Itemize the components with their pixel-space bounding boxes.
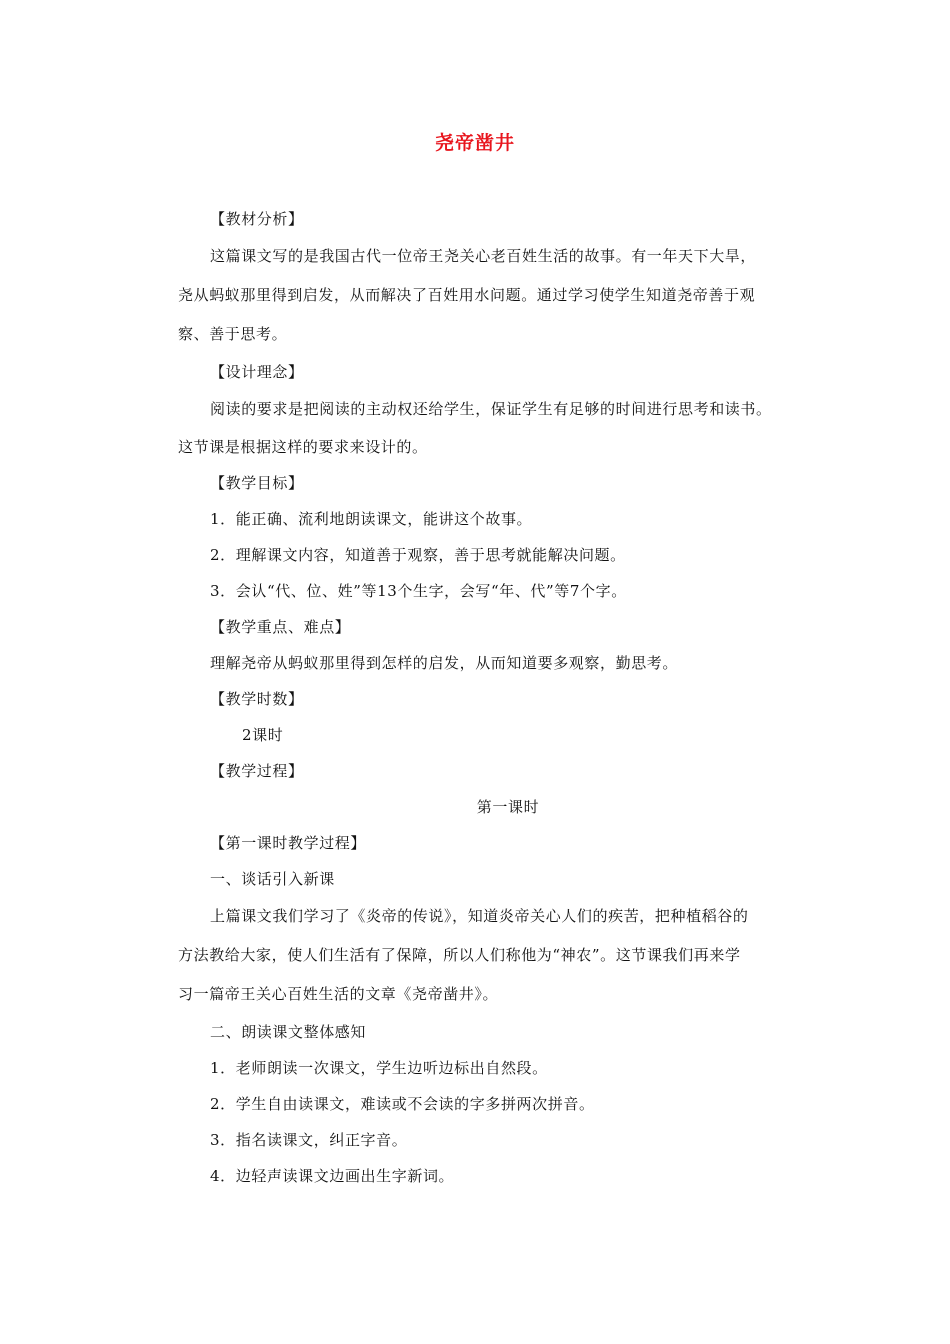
text-line: 察、善于思考。	[178, 325, 288, 343]
text-line: 【设计理念】	[210, 363, 304, 381]
text-line: 上篇课文我们学习了《炎帝的传说》，知道炎帝关心人们的疾苦，把种植稻谷的	[210, 907, 749, 925]
text-line: 理解尧帝从蚂蚁那里得到怎样的启发，从而知道要多观察，勤思考。	[210, 654, 679, 672]
text-line: 尧从蚂蚁那里得到启发，从而解决了百姓用水问题。通过学习使学生知道尧帝善于观	[178, 286, 756, 304]
text-line: 习一篇帝王关心百姓生活的文章《尧帝凿井》。	[178, 985, 499, 1003]
text-line: 【教学重点、难点】	[210, 618, 351, 636]
text-line: 阅读的要求是把阅读的主动权还给学生，保证学生有足够的时间进行思考和读书。	[210, 400, 772, 418]
text-line: 2．学生自由读课文，难读或不会读的字多拼两次拼音。	[210, 1095, 595, 1113]
text-line: 【教学目标】	[210, 474, 304, 492]
text-line: 一、谈话引入新课	[210, 870, 335, 888]
text-line: 方法教给大家，使人们生活有了保障，所以人们称他为“神农”。这节课我们再来学	[178, 946, 741, 964]
text-line: 【第一课时教学过程】	[210, 834, 367, 852]
text-line: 二、朗读课文整体感知	[210, 1023, 367, 1041]
text-line: 【教学时数】	[210, 690, 304, 708]
text-line: 3．会认“代、位、姓”等13个生字，会写“年、代”等7个字。	[210, 582, 627, 600]
text-line: 2课时	[242, 726, 284, 744]
document-body	[178, 201, 818, 1194]
text-line: 4．边轻声读课文边画出生字新词。	[210, 1167, 455, 1185]
text-line: 第一课时	[476, 798, 540, 816]
text-line: 【教学过程】	[210, 762, 304, 780]
text-line: 这节课是根据这样的要求来设计的。	[178, 438, 428, 456]
text-line: 3．指名读课文，纠正字音。	[210, 1131, 408, 1149]
text-line: 1．老师朗读一次课文，学生边听边标出自然段。	[210, 1059, 548, 1077]
text-line: 1．能正确、流利地朗读课文，能讲这个故事。	[210, 510, 533, 528]
text-line: 2．理解课文内容，知道善于观察，善于思考就能解决问题。	[210, 546, 626, 564]
document-title: 尧帝凿井	[434, 132, 515, 154]
text-line: 【教材分析】	[210, 210, 304, 228]
text-line: 这篇课文写的是我国古代一位帝王尧关心老百姓生活的故事。有一年天下大旱，	[210, 247, 757, 265]
